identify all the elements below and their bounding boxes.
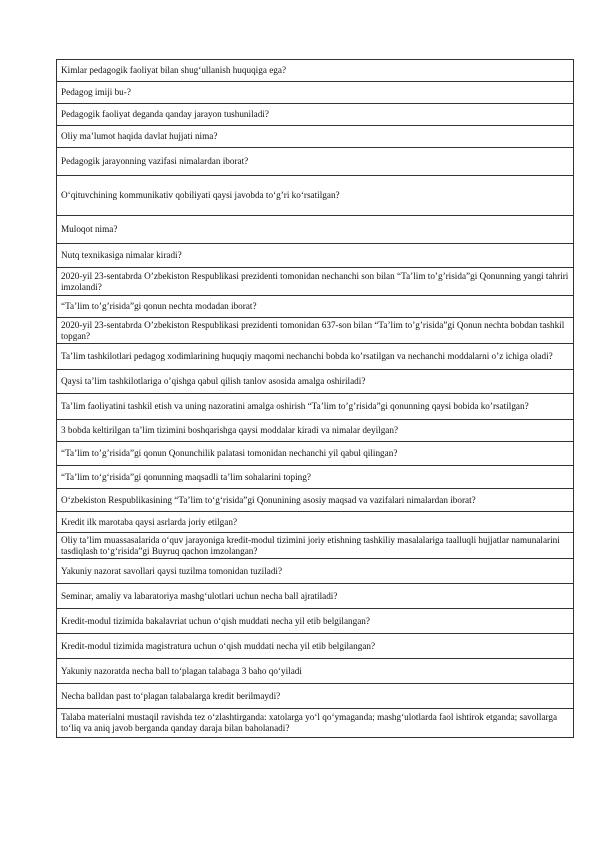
table-row (57, 344, 574, 370)
table-row (57, 216, 574, 244)
question-cell: O‘zbekiston Respublikasining “Ta’lim to‘g‘risida”gi Qonunining asosiy maqsad va vazifalari nimalardan iborat? (57, 489, 574, 512)
question-cell: Oliy ma’lumot haqida davlat hujjati nima? (57, 126, 574, 148)
question-cell: Pedagogik jarayonning vazifasi nimalardan iborat? (57, 148, 574, 176)
question-cell: Qaysi ta’lim tashkilotlariga o’qishga qabul qilish tanlov asosida amalga oshiriladi? (57, 370, 574, 394)
table-row (57, 148, 574, 176)
table-row (57, 559, 574, 584)
table-row (57, 296, 574, 318)
table-row (57, 60, 574, 82)
table-row (57, 82, 574, 104)
table-row (57, 609, 574, 634)
table-row (57, 709, 574, 738)
question-cell: Kredit-modul tizimida bakalavriat uchun o‘qish muddati necha yil etib belgilangan? (57, 609, 574, 634)
table-row (57, 512, 574, 533)
question-cell: Yakuniy nazorat savollari qaysi tuzilma tomonidan tuziladi? (57, 559, 574, 584)
table-row (57, 634, 574, 659)
table-row (57, 318, 574, 344)
table-row (57, 176, 574, 216)
table-row (57, 659, 574, 684)
question-cell: Yakuniy nazoratda necha ball to‘plagan talabaga 3 baho qo‘yiladi (57, 659, 574, 684)
table-row (57, 684, 574, 709)
question-cell: 2020-yil 23-sentabrda O’zbekiston Respublikasi prezidenti tomonidan nechanchi son bilan “Ta’lim to’g’risida”gi Qonunning yangi tahriri imzolandi? (57, 268, 574, 296)
table-row (57, 268, 574, 296)
question-cell: 2020-yil 23-sentabrda O’zbekiston Respublikasi prezidenti tomonidan 637-son bilan “Ta’lim to’g’risida”gi Qonun nechta bobdan tashkil topgan? (57, 318, 574, 344)
question-cell: O‘qituvchining kommunikativ qobiliyati qaysi javobda to‘g’ri ko‘rsatilgan? (57, 176, 574, 216)
question-cell: “Ta’lim to’g’risida”gi qonun Qonunchilik palatasi tomonidan nechanchi yil qabul qilingan? (57, 442, 574, 466)
question-cell: 3 bobda keltirilgan ta’lim tizimini boshqarishga qaysi moddalar kiradi va nimalar deyilgan? (57, 420, 574, 442)
table-row (57, 394, 574, 420)
question-cell: Nutq texnikasiga nimalar kiradi? (57, 244, 574, 268)
question-cell: Seminar, amaliy va labaratoriya mashg‘ulotlari uchun necha ball ajratiladi? (57, 584, 574, 609)
table-row (57, 533, 574, 559)
question-cell: Kimlar pedagogik faoliyat bilan shug‘ullanish huquqiga ega? (57, 60, 574, 82)
table-row (57, 466, 574, 489)
table-row (57, 420, 574, 442)
question-cell: Ta’lim faoliyatini tashkil etish va uning nazoratini amalga oshirish “Ta’lim to’g’risida”gi qonunning qaysi bobida ko’rsatilgan? (57, 394, 574, 420)
question-cell: Ta’lim tashkilotlari pedagog xodimlarining huquqiy maqomi nechanchi bobda ko’rsatilgan va nechanchi moddalarni o’z ichiga oladi? (57, 344, 574, 370)
question-cell: “Ta’lim to’g’risida”gi qonun nechta modadan iborat? (57, 296, 574, 318)
table-row (57, 126, 574, 148)
question-cell: Pedagog imiji bu-? (57, 82, 574, 104)
table-row (57, 244, 574, 268)
question-cell: Pedagogik faoliyat deganda qanday jarayon tushuniladi? (57, 104, 574, 126)
question-cell: “Ta’lim to‘g‘risida”gi qonunning maqsadli ta’lim sohalarini toping? (57, 466, 574, 489)
table-row (57, 442, 574, 466)
question-cell: Muloqot nima? (57, 216, 574, 244)
question-cell: Kredit-modul tizimida magistratura uchun o‘qish muddati necha yil etib belgilangan? (57, 634, 574, 659)
table-row (57, 370, 574, 394)
table-row (57, 104, 574, 126)
table-row (57, 584, 574, 609)
question-cell: Kredit ilk marotaba qaysi asrlarda joriy etilgan? (57, 512, 574, 533)
table-row (57, 489, 574, 512)
question-cell: Necha balldan past to‘plagan talabalarga kredit berilmaydi? (57, 684, 574, 709)
question-cell: Talaba materialni mustaqil ravishda tez o‘zlashtirganda: xatolarga yo‘l qo‘ymaganda; mashg‘ulotlarda faol ishtirok etganda; savollarga to‘liq va aniq javob berganda qanday daraja bilan baholanadi? (57, 709, 574, 738)
questions-table-body (57, 60, 574, 738)
question-cell: Oliy ta’lim muassasalarida o‘quv jarayoniga kredit-modul tizimini joriy etishning tashkiliy masalalariga taalluqli hujjatlar namunalarini tasdiqlash to‘g‘risida”gi Buyruq qachon imzolangan? (57, 533, 574, 559)
questions-table (56, 59, 574, 738)
